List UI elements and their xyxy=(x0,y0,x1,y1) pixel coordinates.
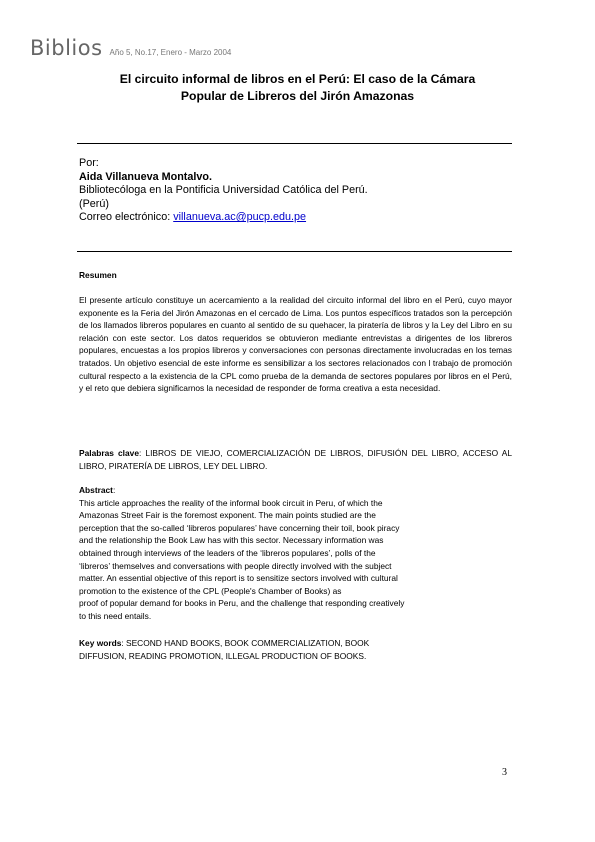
abstract-line: perception that the so-called ‘libreros populares’ have concerning their toil, book piracy xyxy=(79,522,400,533)
keywords-label: Key words xyxy=(79,638,122,648)
palabras-clave xyxy=(79,447,512,472)
abstract-heading xyxy=(79,484,512,497)
email-link[interactable]: villanueva.ac@pucp.edu.pe xyxy=(173,211,307,223)
title-line-2: Popular de Libreros del Jirón Amazonas xyxy=(180,89,415,103)
palabras-clave-text: : LIBROS DE VIEJO, COMERCIALIZACIÓN DE LIBROS, DIFUSIÓN DEL LIBRO, ACCESO AL LIBRO, PIRATERÍA DE LIBROS, LEY DEL LIBRO. xyxy=(79,448,512,471)
title-line-1: El circuito informal de libros en el Perú: El caso de la Cámara xyxy=(119,72,476,86)
resumen-heading: Resumen xyxy=(79,270,117,280)
abstract-colon: : xyxy=(112,485,116,495)
author-country: (Perú) xyxy=(79,197,109,210)
abstract-line: ‘libreros’ themselves and conversations with people directly involved with the subject xyxy=(79,560,392,571)
author-email-line xyxy=(79,211,368,225)
journal-name: Biblios xyxy=(30,36,103,60)
abstract-section xyxy=(79,484,512,623)
issue-info: Año 5, No.17, Enero - Marzo 2004 xyxy=(109,48,232,57)
abstract-line: matter. An essential objective of this report is to sensitize sectors involved with cultural xyxy=(79,573,398,584)
page-header xyxy=(30,36,231,60)
abstract-line: promotion to the existence of the CPL (People's Chamber of Books) as xyxy=(79,585,342,596)
keywords-line-1 xyxy=(79,637,512,650)
abstract-line: proof of popular demand for books in Peru, and the challenge that responding creatively xyxy=(79,598,405,609)
abstract-line: and the relationship the Book Law has with this sector. Necessary information was xyxy=(79,535,384,546)
abstract-line: This article approaches the reality of the informal book circuit in Peru, of which the xyxy=(79,497,383,508)
bottom-divider xyxy=(77,251,512,252)
abstract-line: obtained through interviews of the leaders of the ‘libreros populares’, polls of the xyxy=(79,547,376,558)
top-divider xyxy=(77,143,512,144)
keywords-text-1: : SECOND HAND BOOKS, BOOK COMMERCIALIZATION, BOOK xyxy=(121,638,370,648)
resumen-body: El presente artículo constituye un acercamiento a la realidad del circuito informal del libro en el Perú, cuyo mayor exponente es la Feria del Jirón Amazonas en el cercado de Lima. Los puntos específicos tratados son la percepción de los llamados libreros populares en cuanto al sentido de su quehacer, la piratería de libros y la Ley del Libro en su relación con este sector. Los datos requeridos se obtuvieron mediante entrevistas a dirigentes de los libreros populares, encuestas a los propios libreros y conversaciones con personas directamente involucradas en los temas tratados. Un objetivo esencial de este informe es sensibilizar a los sectores relacionados con l trabajo de promoción cultural respecto a la existencia de la CPL como prueba de la demanda de sectores populares por libros en el Perú, y el reto que debiera significarnos la necesidad de responder de forma creativa a esta necesidad. xyxy=(79,295,512,394)
abstract-label: Abstract xyxy=(79,485,113,495)
author-affiliation: Bibliotecóloga en la Pontificia Universidad Católica del Perú. xyxy=(79,184,368,196)
author-name: Aida Villanueva Montalvo. xyxy=(79,170,212,183)
page-number: 3 xyxy=(502,767,507,778)
author-block xyxy=(79,157,368,225)
abstract-line: to this need entails. xyxy=(79,610,152,621)
keywords-line-2: DIFFUSION, READING PROMOTION, ILLEGAL PRODUCTION OF BOOKS. xyxy=(79,650,367,661)
por-label: Por: xyxy=(79,157,99,169)
palabras-clave-label: Palabras clave xyxy=(79,448,139,458)
abstract-line: Amazonas Street Fair is the foremost exponent. The main points studied are the xyxy=(79,510,376,521)
article-title xyxy=(60,71,535,105)
email-label: Correo electrónico: xyxy=(79,211,174,223)
keywords-section xyxy=(79,637,512,662)
